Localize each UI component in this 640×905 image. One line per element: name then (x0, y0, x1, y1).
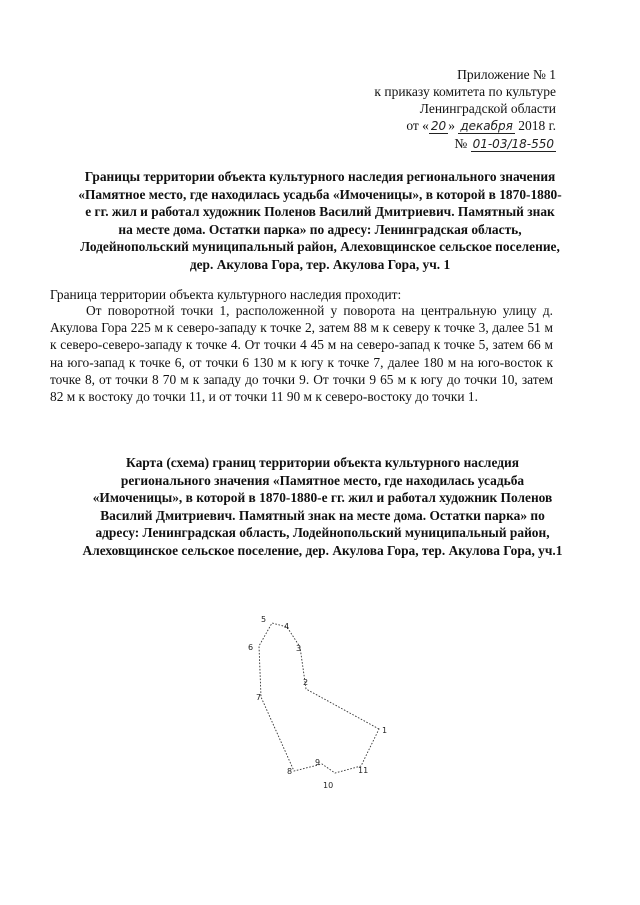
point-label-10: 10 (323, 781, 334, 790)
handwritten-month: декабря (460, 119, 513, 133)
point-label-4: 4 (284, 622, 290, 631)
appendix-order-ref: к приказу комитета по культуре (374, 84, 556, 99)
handwritten-day: 20 (430, 119, 447, 133)
map-title: Карта (схема) границ территории объекта культурного наследия регионального значения «Памятное место, где находилась усадьба «Имоченицы», в которой в 1870-1880-е гг. жил и работал художник Поленов Василий Дмитриевич. Памятный знак на месте дома. Остатки парка» по адресу: Ленинградская область, Лодейнопольский муниципальный район, Алеховщинское сельское поселение, дер. Акулова Гора, тер. Акулова Гора, уч.1 (82, 455, 563, 558)
boundary-paragraph: От поворотной точки 1, расположенной у поворота на центральную улицу д. Акулова Гора 225 м к северо-западу к точке 2, затем 88 м к северу к точке 3, далее 51 м к северо-северо-западу к точке 4. От точки 4 45 м на северо-запад к точке 5, затем 66 м на юго-запад к точке 6, от точки 6 130 м к югу к точке 7, далее 180 м на юго-восток к точке 8, от точки 8 70 м к западу до точки 9. От точки 9 65 м к югу до точки 10, затем 82 м к востоку до точки 11, и от точки 11 90 м к северо-востоку до точки 1. (50, 303, 553, 405)
appendix-date: от « 20 » декабря 2018 г. (406, 118, 556, 133)
point-label-8: 8 (287, 767, 293, 776)
point-label-2: 2 (303, 678, 309, 687)
appendix-number: № 01-03/18-550 (454, 136, 554, 151)
point-label-9: 9 (315, 758, 321, 767)
point-label-1: 1 (382, 726, 388, 735)
appendix-region: Ленинградской области (419, 101, 556, 116)
boundary-intro: Граница территории объекта культурного наследия проходит: (50, 287, 402, 302)
boundary-scheme-map (230, 605, 400, 805)
boundary-description (50, 302, 553, 405)
point-label-5: 5 (261, 615, 267, 624)
point-label-11: 11 (358, 766, 369, 775)
appendix-title: Приложение № 1 (457, 67, 556, 82)
boundary-polygon (259, 623, 379, 773)
point-label-7: 7 (256, 693, 262, 702)
point-label-3: 3 (296, 644, 302, 653)
boundaries-title: Границы территории объекта культурного наследия регионального значения «Памятное место, где находилась усадьба «Имоченицы», в которой в 1870-1880- е гг. жил и работал художник Поленов Василий Дмитриевич. Памятный знак на месте дома. Остатки парка» по адресу: Ленинградская область, Лодейнопольский муниципальный район, Алеховщинское сельское поселение, дер. Акулова Гора, тер. Акулова Гора, уч. 1 (78, 169, 562, 272)
scheme-point-labels (248, 615, 387, 790)
handwritten-number: 01-03/18-550 (472, 137, 554, 151)
point-label-6: 6 (248, 643, 254, 652)
appendix-header (374, 66, 556, 153)
